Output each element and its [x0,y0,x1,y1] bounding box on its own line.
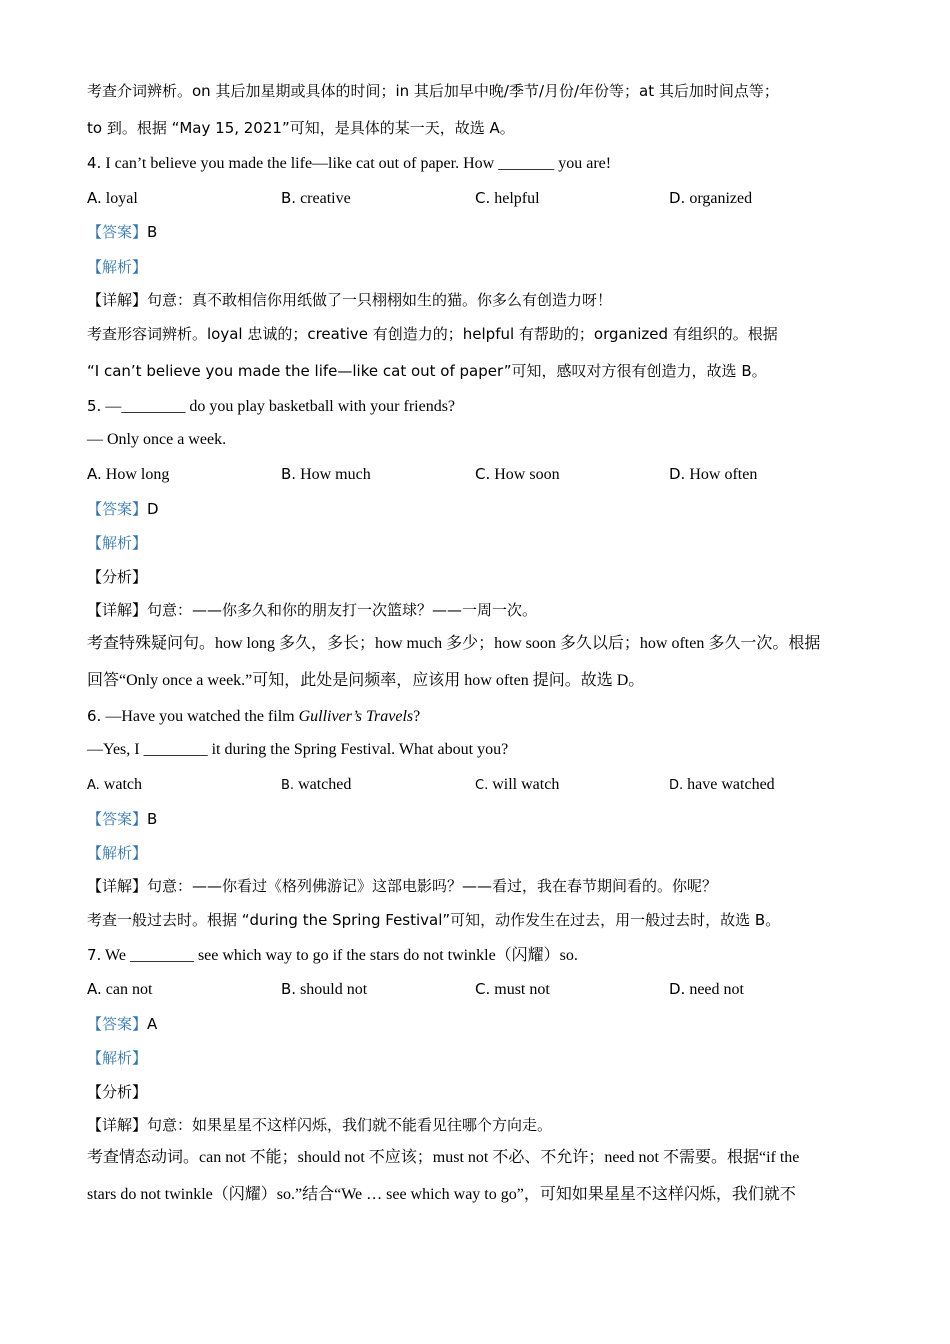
explanation-line: 考查介词辨析。on 其后加星期或具体的时间；in 其后加早中晚/季节/月份/年份等；at 其后加时间点等； [87,82,779,100]
explanation-line: 考查特殊疑问句。how long 多久，多长；how much 多少；how soon 多久以后；how often 多久一次。根据 [87,635,821,652]
question-5-reply: — Only once a week. [87,431,227,448]
detail-tag: 【详解】 [87,291,148,309]
analysis-tag: 【解析】 [87,258,148,276]
analysis-tag: 【解析】 [87,844,148,862]
question-number: 6. [87,707,102,725]
question-number: 4. [87,154,102,172]
answer-value: B [147,810,158,828]
option-b: B. How much [281,465,371,483]
option-a: A. can not [87,980,153,998]
answer-value: A [147,1015,158,1033]
question-text: —Have you watched the film [101,708,299,725]
answer-line [87,221,858,243]
detail-line [87,599,858,621]
explanation-line: 考查形容词辨析。loyal 忠诚的；creative 有创造力的；helpful 有帮助的；organized 有组织的。根据 [87,325,778,343]
explanation-line: “I can’t believe you made the life—like cat out of paper”可知，感叹对方很有创造力，故选 B。 [87,362,767,380]
explanation-line: 回答“Only once a week.”可知，此处是问频率，应该用 how often 提问。故选 D。 [87,672,645,689]
detail-text: 句意：如果星星不这样闪烁，我们就不能看见往哪个方向走。 [147,1116,553,1134]
explanation-line: stars do not twinkle（闪耀）so.”结合“We … see which way to go”，可知如果星星不这样闪烁，我们就不 [87,1186,796,1203]
option-d: D. organized [669,189,753,207]
option-c: C. must not [475,980,550,998]
question-6-reply: —Yes, I ________ it during the Spring Festival. What about you? [87,741,509,758]
option-c: C. will watch [475,776,560,793]
option-d: D. need not [669,980,744,998]
question-6-options [87,774,858,796]
question-4-stem [87,152,858,174]
answer-tag: 【答案】 [87,1015,148,1033]
detail-tag: 【详解】 [87,1116,148,1134]
option-b: B. should not [281,980,368,998]
fenxi-tag: 【分析】 [87,568,148,586]
film-title: Gulliver’s Travels [298,708,414,725]
question-text: I can’t believe you made the life—like cat out of paper. How _______ you are! [101,155,612,172]
question-5-stem [87,395,858,417]
detail-line [87,289,858,311]
answer-value: B [147,223,158,241]
answer-line [87,498,858,520]
question-text: —________ do you play basketball with your friends? [101,398,456,415]
question-7-stem [87,944,858,966]
detail-tag: 【详解】 [87,601,148,619]
question-5-options [87,463,858,485]
detail-line [87,1114,858,1136]
answer-line [87,808,858,830]
answer-line [87,1013,858,1035]
option-a: A. How long [87,465,170,483]
question-number: 5. [87,397,102,415]
option-c: C. helpful [475,189,540,207]
answer-tag: 【答案】 [87,810,148,828]
explanation-line: 考查一般过去时。根据 “during the Spring Festival”可知，动作发生在过去，用一般过去时，故选 B。 [87,911,781,929]
option-c: C. How soon [475,465,560,483]
detail-text: 句意：真不敢相信你用纸做了一只栩栩如生的猫。你多么有创造力呀！ [147,291,613,309]
detail-text: 句意：——你看过《格列佛游记》这部电影吗？——看过，我在春节期间看的。你呢？ [147,877,718,895]
option-d: D. How often [669,465,758,483]
explanation-line: to 到。根据 “May 15, 2021”可知，是具体的某一天，故选 A。 [87,119,515,137]
answer-tag: 【答案】 [87,500,148,518]
analysis-tag: 【解析】 [87,1049,148,1067]
explanation-line: 考查情态动词。can not 不能；should not 不应该；must not 不必、不允许；need not 不需要。根据“if the [87,1149,800,1166]
fenxi-tag: 【分析】 [87,1083,148,1101]
detail-line [87,875,858,897]
option-d: D. have watched [669,776,775,793]
analysis-tag: 【解析】 [87,534,148,552]
question-number: 7. [87,946,102,964]
detail-tag: 【详解】 [87,877,148,895]
option-a: A. loyal [87,189,138,207]
option-b: B. watched [281,776,352,793]
question-text: We ________ see which way to go if the stars do not twinkle（闪耀）so. [101,947,578,964]
option-a: A. watch [87,776,142,793]
question-7-options [87,978,858,1000]
option-b: B. creative [281,189,351,207]
detail-text: 句意：——你多久和你的朋友打一次篮球？——一周一次。 [147,601,538,619]
answer-value: D [147,500,159,518]
question-4-options [87,187,858,209]
question-6-stem: 6. —Have you watched the film Gulliver’s Travels? [87,707,421,725]
answer-tag: 【答案】 [87,223,148,241]
